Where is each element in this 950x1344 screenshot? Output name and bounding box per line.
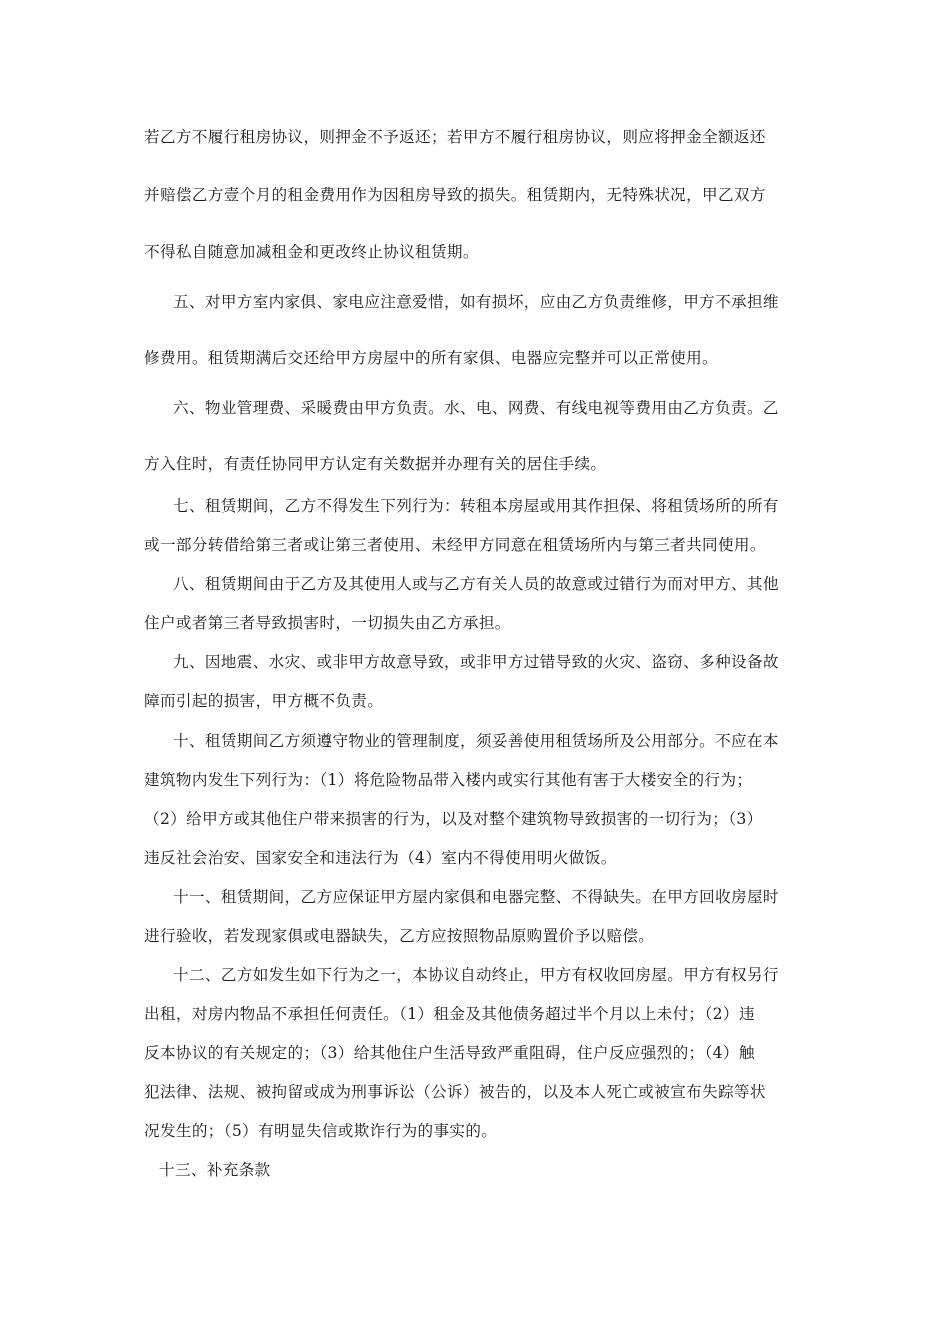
text-line: 若乙方不履行租房协议，则押金不予返还；若甲方不履行租房协议，则应将押金全额返还 [144,128,766,146]
text-line: 进行验收，若发现家俱或电器缺失，乙方应按照物品原购置价予以赔偿。 [144,927,655,945]
text-line: （2）给甲方或其他住户带来损害的行为，以及对整个建筑物导致损害的一切行为；（3） [144,810,763,828]
text-line: 或一部分转借给第三者或让第三者使用、未经甲方同意在租赁场所内与第三者共同使用。 [144,536,766,554]
text-line: 不得私自随意加减租金和更改终止协议租赁期。 [144,243,479,261]
text-line: 十一、租赁期间，乙方应保证甲方屋内家俱和电器完整、不得缺失。在甲方回收房屋时 [173,888,779,906]
text-line: 十三、补充条款 [159,1161,271,1179]
text-line: 并赔偿乙方壹个月的租金费用作为因租房导致的损失。租赁期内，无特殊状况，甲乙双方 [144,186,766,204]
text-line: 五、对甲方室内家俱、家电应注意爱惜，如有损坏，应由乙方负责维修，甲方不承担维 [173,293,779,311]
text-line: 住户或者第三者导致损害时，一切损失由乙方承担。 [144,614,511,632]
text-line: 况发生的；（5）有明显失信或欺诈行为的事实的。 [144,1122,498,1140]
text-line: 七、租赁期间，乙方不得发生下列行为：转租本房屋或用其作担保、将租赁场所的所有 [173,497,779,515]
text-line: 反本协议的有关规定的；（3）给其他住户生活导致严重阻碍，住户反应强烈的；（4）触 [144,1044,755,1062]
text-line: 十、租赁期间乙方须遵守物业的管理制度，须妥善使用租赁场所及公用部分。不应在本 [173,732,779,750]
text-line: 十二、乙方如发生如下行为之一，本协议自动终止，甲方有权收回房屋。甲方有权另行 [173,966,779,984]
text-line: 八、租赁期间由于乙方及其使用人或与乙方有关人员的故意或过错行为而对甲方、其他 [173,575,779,593]
text-line: 违反社会治安、国家安全和违法行为（4）室内不得使用明火做饭。 [144,849,617,867]
text-line: 修费用。租赁期满后交还给甲方房屋中的所有家俱、电器应完整并可以正常使用。 [144,349,718,367]
text-line: 建筑物内发生下列行为：（1）将危险物品带入楼内或实行其他有害于大楼安全的行为； [144,771,753,789]
text-line: 障而引起的损害，甲方概不负责。 [144,692,384,710]
text-line: 出租，对房内物品不承担任何责任。（1）租金及其他债务超过半个月以上未付；（2）违 [144,1005,755,1023]
text-line: 九、因地震、水灾、或非甲方故意导致，或非甲方过错导致的火灾、盗窃、多种设备故 [173,653,779,671]
text-line: 六、物业管理费、采暖费由甲方负责。水、电、网费、有线电视等费用由乙方负责。乙 [173,399,779,417]
text-line: 方入住时，有责任协同甲方认定有关数据并办理有关的居住手续。 [144,455,607,473]
text-line: 犯法律、法规、被拘留或成为刑事诉讼（公诉）被告的，以及本人死亡或被宣布失踪等状 [144,1083,766,1101]
